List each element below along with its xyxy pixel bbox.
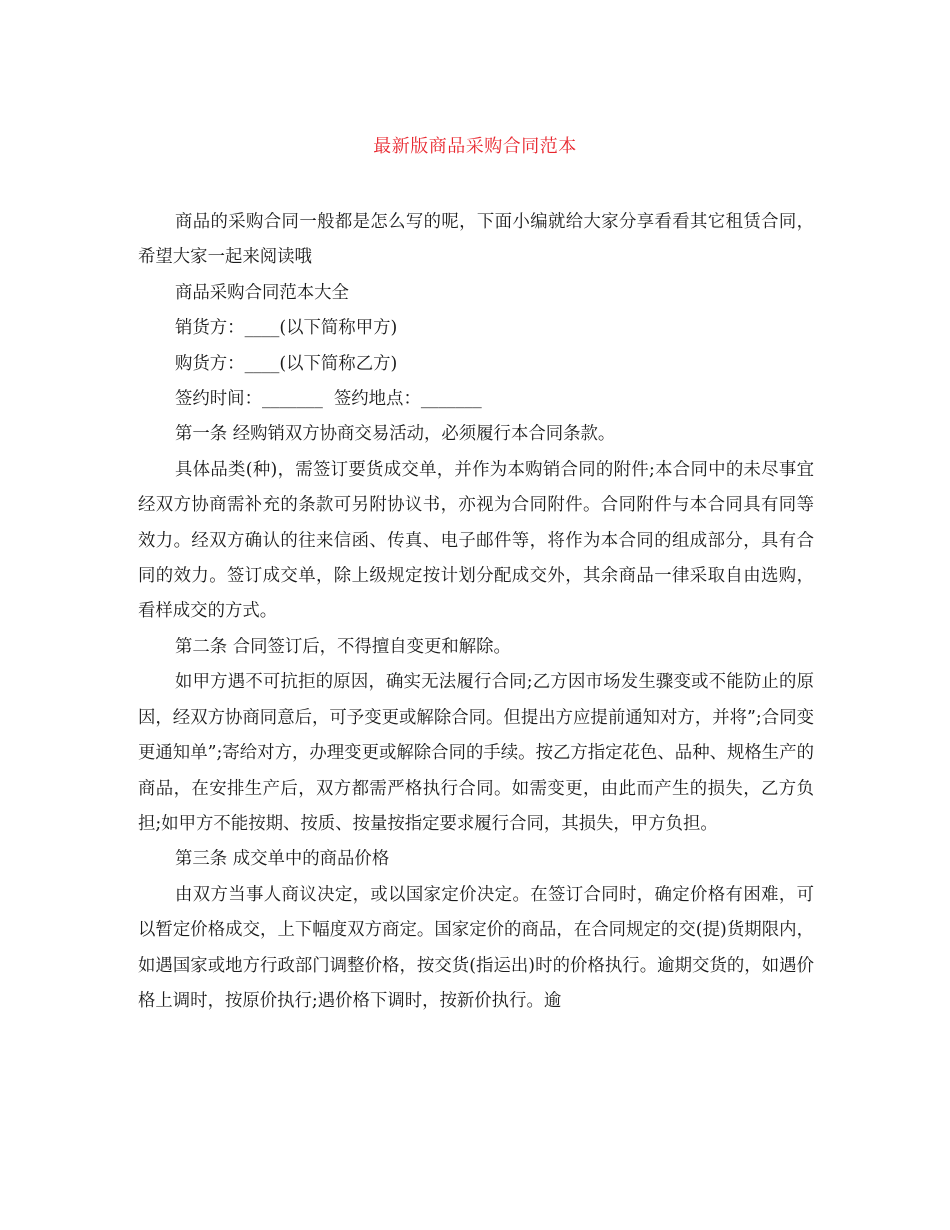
buyer-line: 购货方：____(以下简称乙方) bbox=[175, 353, 398, 374]
seller-line: 销货方：____(以下简称甲方) bbox=[175, 318, 398, 339]
article-3-heading: 第三条 成交单中的商品价格 bbox=[175, 849, 390, 870]
intro-paragraph: 商品的采购合同一般都是怎么写的呢，下面小编就给大家分享看看其它租赁合同，希望大家一起来阅读哦 bbox=[138, 212, 814, 268]
article-2-heading: 第二条 合同签订后，不得擅自变更和解除。 bbox=[175, 636, 511, 657]
document-title: 最新版商品采购合同范本 bbox=[373, 136, 577, 157]
article-3-body: 由双方当事人商议决定，或以国家定价决定。在签订合同时，确定价格有困难，可以暂定价格成交，上下幅度双方商定。国家定价的商品，在合同规定的交(提)货期限内，如遇国家或地方行政部门调整价格，按交货(指运出)时的价格执行。逾期交货的，如遇价格上调时，按原价执行;遇价格下调时，按新价执行。逾 bbox=[138, 884, 814, 1011]
article-2-body: 如甲方遇不可抗拒的原因，确实无法履行合同;乙方因市场发生骤变或不能防止的原因，经双方协商同意后，可予变更或解除合同。但提出方应提前通知对方，并将”;合同变更通知单”;寄给对方，办理变更或解除合同的手续。按乙方指定花色、品种、规格生产的商品，在安排生产后，双方都需严格执行合同。如需变更，由此而产生的损失，乙方负担;如甲方不能按期、按质、按量按指定要求履行合同，其损失，甲方负担。 bbox=[138, 672, 814, 834]
document-body bbox=[138, 205, 814, 1019]
article-1-heading: 第一条 经购销双方协商交易活动，必须履行本合同条款。 bbox=[175, 424, 616, 445]
article-1-body: 具体品类(种)，需签订要货成交单，并作为本购销合同的附件;本合同中的未尽事宜经双方协商需补充的条款可另附协议书，亦视为合同附件。合同附件与本合同具有同等效力。经双方确认的往来信函、传真、电子邮件等，将作为本合同的组成部分，具有合同的效力。签订成交单，除上级规定按计划分配成交外，其余商品一律采取自由选购，看样成交的方式。 bbox=[138, 459, 814, 622]
signing-info-line: 签约时间：_______ 签约地点：_______ bbox=[175, 389, 482, 410]
section-heading: 商品采购合同范本大全 bbox=[175, 282, 349, 303]
